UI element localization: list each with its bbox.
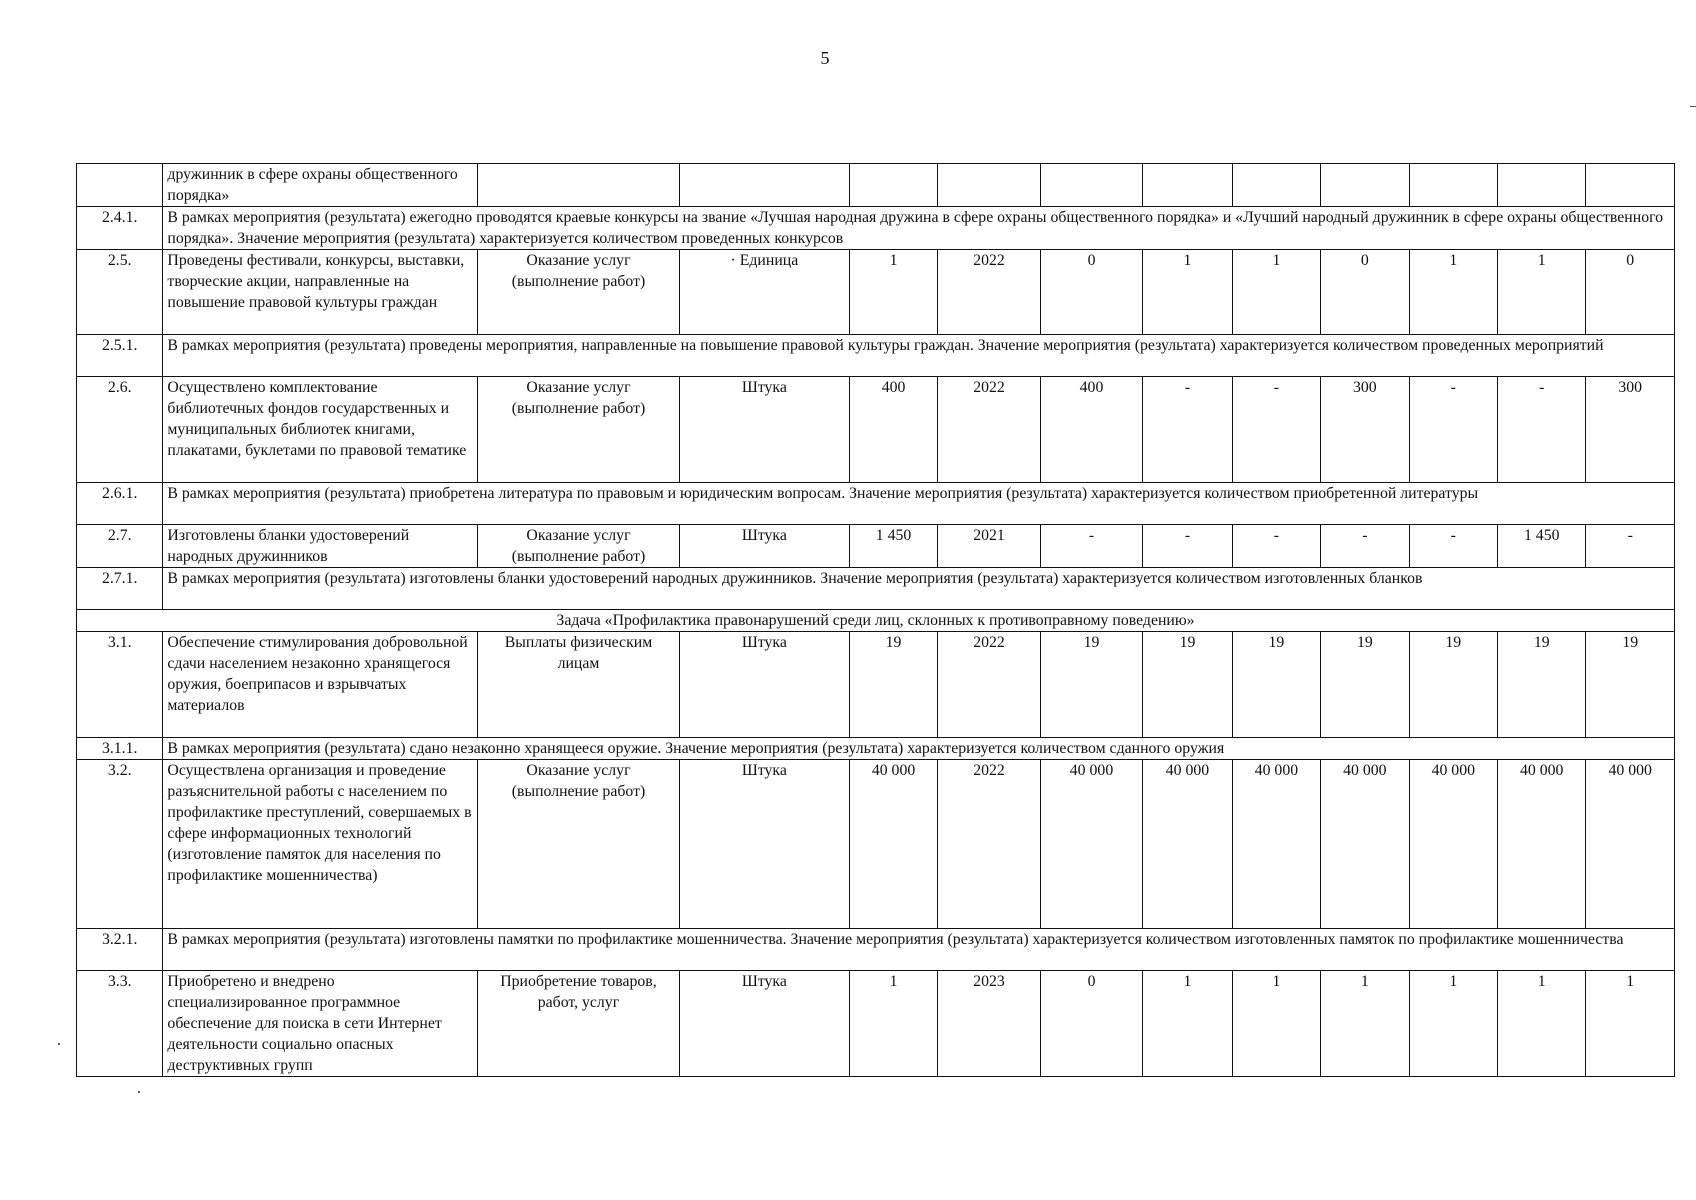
year-value bbox=[1321, 164, 1409, 207]
result-type: Оказание услуг (выполнение работ) bbox=[477, 525, 679, 568]
result-type: Приобретение товаров, работ, услуг bbox=[477, 971, 679, 1077]
year-value: 1 450 bbox=[1498, 525, 1586, 568]
row-number: 2.4.1. bbox=[77, 207, 163, 250]
result-description: В рамках мероприятия (результата) ежегодно проводятся краевые конкурсы на звание «Лучшая народная дружина в сфере охраны общественного порядка» и «Лучший народный дружинник в сфере охраны общественного порядка». Значение мероприятия (результата) характеризуется количеством проведенных конкурсов bbox=[163, 207, 1675, 250]
base-value: 1 bbox=[849, 971, 937, 1077]
result-name: Обеспечение стимулирования добровольной сдачи населением незаконно хранящегося оружия, боеприпасов и взрывчатых материалов bbox=[163, 632, 478, 738]
year-value: 1 bbox=[1586, 971, 1675, 1077]
unit-of-measure bbox=[679, 164, 849, 207]
row-number: 2.5. bbox=[77, 250, 163, 335]
table-row bbox=[77, 164, 1675, 207]
year-value: 0 bbox=[1040, 971, 1143, 1077]
task-row bbox=[77, 610, 1675, 632]
year-value: 1 bbox=[1232, 250, 1320, 335]
year-value: 0 bbox=[1586, 250, 1675, 335]
result-description: В рамках мероприятия (результата) изготовлены бланки удостоверений народных дружинников. Значение мероприятия (результата) характеризуется количеством изготовленных бланков bbox=[163, 568, 1675, 610]
table-row bbox=[77, 377, 1675, 483]
year-value: 1 bbox=[1143, 250, 1232, 335]
year-value: 1 bbox=[1143, 971, 1232, 1077]
base-year: 2022 bbox=[938, 760, 1041, 929]
description-row bbox=[77, 207, 1675, 250]
result-name: Изготовлены бланки удостоверений народных дружинников bbox=[163, 525, 478, 568]
base-value: 19 bbox=[849, 632, 937, 738]
row-number: 2.6.1. bbox=[77, 483, 163, 525]
unit-of-measure: Штука bbox=[679, 377, 849, 483]
year-value: 19 bbox=[1409, 632, 1497, 738]
year-value bbox=[1586, 164, 1675, 207]
year-value: 40 000 bbox=[1586, 760, 1675, 929]
table-row bbox=[77, 632, 1675, 738]
year-value bbox=[1143, 164, 1232, 207]
year-value bbox=[1232, 164, 1320, 207]
year-value: 19 bbox=[1321, 632, 1409, 738]
result-type bbox=[477, 164, 679, 207]
year-value bbox=[1409, 164, 1497, 207]
row-number: 2.6. bbox=[77, 377, 163, 483]
row-number: 3.1. bbox=[77, 632, 163, 738]
row-number: 2.5.1. bbox=[77, 335, 163, 377]
year-value: 40 000 bbox=[1143, 760, 1232, 929]
scan-mark bbox=[58, 1043, 60, 1045]
result-type: Выплаты физическим лицам bbox=[477, 632, 679, 738]
year-value: - bbox=[1409, 377, 1497, 483]
year-value: - bbox=[1232, 525, 1320, 568]
row-number bbox=[77, 164, 163, 207]
year-value: - bbox=[1498, 377, 1586, 483]
base-year: 2022 bbox=[938, 632, 1041, 738]
table-row bbox=[77, 525, 1675, 568]
year-value bbox=[1498, 164, 1586, 207]
base-year: 2022 bbox=[938, 377, 1041, 483]
row-number: 3.2.1. bbox=[77, 929, 163, 971]
year-value: 1 bbox=[1409, 250, 1497, 335]
year-value: 19 bbox=[1040, 632, 1143, 738]
year-value: 1 bbox=[1321, 971, 1409, 1077]
row-number: 3.2. bbox=[77, 760, 163, 929]
result-type: Оказание услуг (выполнение работ) bbox=[477, 377, 679, 483]
description-row bbox=[77, 568, 1675, 610]
year-value: - bbox=[1143, 377, 1232, 483]
result-type: Оказание услуг (выполнение работ) bbox=[477, 250, 679, 335]
description-row bbox=[77, 335, 1675, 377]
result-description: В рамках мероприятия (результата) сдано незаконно хранящееся оружие. Значение мероприятия (результата) характеризуется количеством сданного оружия bbox=[163, 738, 1675, 760]
year-value: 400 bbox=[1040, 377, 1143, 483]
scan-mark bbox=[1690, 106, 1696, 107]
year-value: 19 bbox=[1143, 632, 1232, 738]
table-row bbox=[77, 250, 1675, 335]
year-value: - bbox=[1143, 525, 1232, 568]
result-name: дружинник в сфере охраны общественного порядка» bbox=[163, 164, 478, 207]
year-value: 40 000 bbox=[1409, 760, 1497, 929]
year-value: 19 bbox=[1586, 632, 1675, 738]
year-value: 19 bbox=[1498, 632, 1586, 738]
base-value bbox=[849, 164, 937, 207]
year-value: 40 000 bbox=[1498, 760, 1586, 929]
base-value: 40 000 bbox=[849, 760, 937, 929]
description-row bbox=[77, 738, 1675, 760]
year-value: - bbox=[1409, 525, 1497, 568]
year-value: 300 bbox=[1321, 377, 1409, 483]
year-value: - bbox=[1586, 525, 1675, 568]
result-name: Приобретено и внедрено специализированное программное обеспечение для поиска в сети Интернет деятельности социально опасных деструктивных групп bbox=[163, 971, 478, 1077]
page-number: 5 bbox=[820, 48, 830, 68]
result-description: В рамках мероприятия (результата) приобретена литература по правовым и юридическим вопросам. Значение мероприятия (результата) характеризуется количеством приобретенной литературы bbox=[163, 483, 1675, 525]
year-value: 40 000 bbox=[1321, 760, 1409, 929]
results-table bbox=[76, 163, 1675, 1077]
year-value: 0 bbox=[1040, 250, 1143, 335]
result-name: Проведены фестивали, конкурсы, выставки, творческие акции, направленные на повышение правовой культуры граждан bbox=[163, 250, 478, 335]
task-heading: Задача «Профилактика правонарушений среди лиц, склонных к противоправному поведению» bbox=[77, 610, 1675, 632]
row-number: 3.3. bbox=[77, 971, 163, 1077]
year-value: 40 000 bbox=[1232, 760, 1320, 929]
result-name: Осуществлено комплектование библиотечных фондов государственных и муниципальных библиотек книгами, плакатами, буклетами по правовой тематике bbox=[163, 377, 478, 483]
base-year: 2022 bbox=[938, 250, 1041, 335]
year-value: - bbox=[1232, 377, 1320, 483]
unit-of-measure: Штука bbox=[679, 971, 849, 1077]
unit-of-measure: · Единица bbox=[679, 250, 849, 335]
unit-of-measure: Штука bbox=[679, 760, 849, 929]
row-number: 2.7. bbox=[77, 525, 163, 568]
result-name: Осуществлена организация и проведение разъяснительной работы с населением по профилактике преступлений, совершаемых в сфере информационных технологий (изготовление памяток для населения по профилактике мошенничества) bbox=[163, 760, 478, 929]
base-year: 2021 bbox=[938, 525, 1041, 568]
year-value: 300 bbox=[1586, 377, 1675, 483]
result-description: В рамках мероприятия (результата) изготовлены памятки по профилактике мошенничества. Значение мероприятия (результата) характеризуется количеством изготовленных памяток по профилактике мошенничества bbox=[163, 929, 1675, 971]
table-row bbox=[77, 760, 1675, 929]
scan-mark bbox=[138, 1091, 140, 1093]
unit-of-measure: Штука bbox=[679, 525, 849, 568]
year-value: 1 bbox=[1409, 971, 1497, 1077]
base-value: 1 450 bbox=[849, 525, 937, 568]
base-value: 400 bbox=[849, 377, 937, 483]
row-number: 2.7.1. bbox=[77, 568, 163, 610]
row-number: 3.1.1. bbox=[77, 738, 163, 760]
base-year: 2023 bbox=[938, 971, 1041, 1077]
year-value: 19 bbox=[1232, 632, 1320, 738]
description-row bbox=[77, 929, 1675, 971]
year-value: 1 bbox=[1498, 250, 1586, 335]
year-value: - bbox=[1321, 525, 1409, 568]
year-value: 1 bbox=[1498, 971, 1586, 1077]
year-value: 1 bbox=[1232, 971, 1320, 1077]
unit-of-measure: Штука bbox=[679, 632, 849, 738]
base-year bbox=[938, 164, 1041, 207]
base-value: 1 bbox=[849, 250, 937, 335]
year-value bbox=[1040, 164, 1143, 207]
result-type: Оказание услуг (выполнение работ) bbox=[477, 760, 679, 929]
year-value: 0 bbox=[1321, 250, 1409, 335]
table-row bbox=[77, 971, 1675, 1077]
year-value: - bbox=[1040, 525, 1143, 568]
result-description: В рамках мероприятия (результата) проведены мероприятия, направленные на повышение правовой культуры граждан. Значение мероприятия (результата) характеризуется количеством проведенных мероприятий bbox=[163, 335, 1675, 377]
year-value: 40 000 bbox=[1040, 760, 1143, 929]
description-row bbox=[77, 483, 1675, 525]
